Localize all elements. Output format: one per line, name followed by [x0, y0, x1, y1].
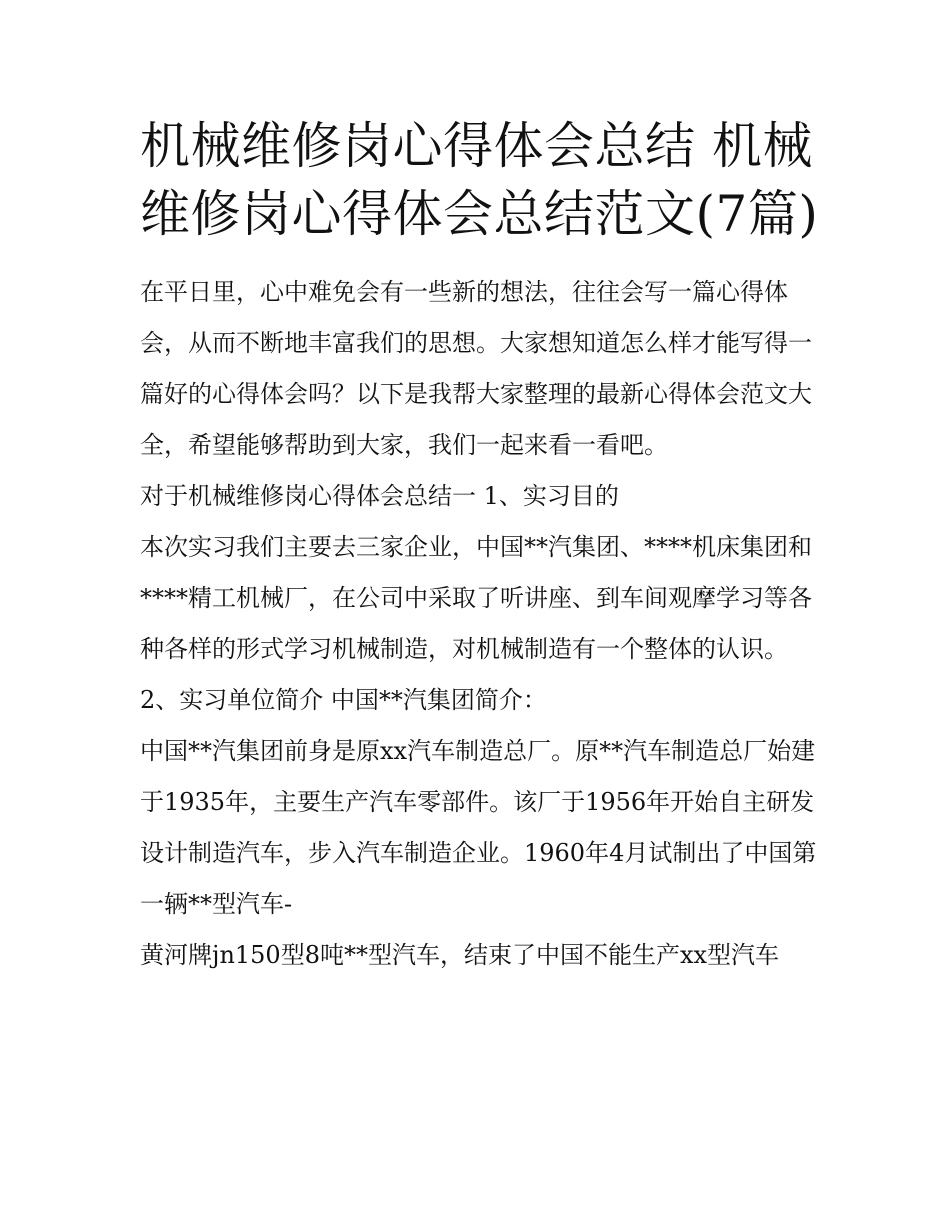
document-content [140, 112, 820, 981]
company-intro-paragraph: 中国**汽集团前身是原xx汽车制造总厂。原**汽车制造总厂始建于1935年，主要生产汽车零部件。该厂于1956年开始自主研发设计制造汽车，步入汽车制造企业。1960年4月试制出了中国第一辆**型汽车- [140, 737, 817, 918]
intro-paragraph: 在平日里，心中难免会有一些新的想法，往往会写一篇心得体会，从而不断地丰富我们的思想。大家想知道怎么样才能写得一篇好的心得体会吗？以下是我帮大家整理的最新心得体会范文大全，希望能够帮助到大家，我们一起来看一看吧。 [140, 278, 812, 459]
document-title: 机械维修岗心得体会总结 机械维修岗心得体会总结范文(7篇) [140, 117, 819, 243]
internship-purpose-paragraph: 本次实习我们主要去三家企业，中国**汽集团、****机床集团和****精工机械厂，在公司中采取了听讲座、到车间观摩学习等各种各样的形式学习机械制造，对机械制造有一个整体的认识。 [140, 533, 812, 663]
section-heading-1: 对于机械维修岗心得体会总结一 1、实习目的 [140, 482, 619, 510]
document-body [140, 267, 820, 981]
company-history-paragraph: 黄河牌jn150型8吨**型汽车，结束了中国不能生产xx型汽车 [140, 941, 780, 969]
section-heading-2: 2、实习单位简介 中国**汽集团简介： [140, 686, 547, 714]
